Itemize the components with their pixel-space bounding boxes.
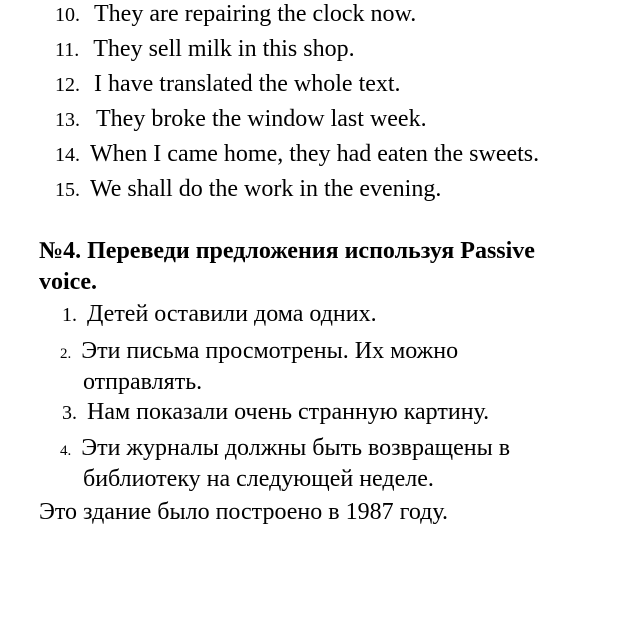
task-heading: №4. Переведи предложения используя Passive xyxy=(39,238,535,264)
item-text: Детей оставили дома одних. xyxy=(87,301,377,327)
item-number: 14. xyxy=(55,144,80,166)
item-text: Эти журналы должны быть возвращены в xyxy=(81,435,511,461)
list-item xyxy=(55,139,539,170)
list-item xyxy=(55,104,427,135)
item-text: They broke the window last week. xyxy=(96,106,427,132)
item-number: 15. xyxy=(55,179,80,201)
item-text: I have translated the whole text. xyxy=(94,71,401,97)
item-text-continuation: отправлять. xyxy=(83,369,203,395)
item-number: 4. xyxy=(60,443,72,459)
item-number: 10. xyxy=(55,4,80,26)
list-item xyxy=(55,34,355,65)
item-number: 2. xyxy=(60,346,72,362)
final-sentence: Это здание было построено в 1987 году. xyxy=(39,499,448,525)
list-item xyxy=(62,397,489,428)
item-number: 1. xyxy=(62,304,77,326)
item-text: Нам показали очень странную картину. xyxy=(87,399,490,425)
item-text: When I came home, they had eaten the sweets. xyxy=(90,141,540,167)
list-item xyxy=(60,433,510,466)
item-number: 11. xyxy=(55,39,80,61)
item-text-continuation: библиотеку на следующей неделе. xyxy=(83,466,434,492)
list-item xyxy=(62,299,377,330)
item-text: They sell milk in this shop. xyxy=(93,36,355,62)
item-number: 3. xyxy=(62,402,77,424)
list-item xyxy=(55,174,441,205)
item-text: They are repairing the clock now. xyxy=(94,1,417,27)
list-item xyxy=(55,0,416,30)
item-number: 13. xyxy=(55,109,80,131)
item-text: We shall do the work in the evening. xyxy=(90,176,442,202)
item-number: 12. xyxy=(55,74,80,96)
list-item xyxy=(60,336,458,369)
list-item xyxy=(55,69,401,100)
item-text: Эти письма просмотрены. Их можно xyxy=(81,338,459,364)
task-heading-continuation: voice. xyxy=(39,269,97,295)
